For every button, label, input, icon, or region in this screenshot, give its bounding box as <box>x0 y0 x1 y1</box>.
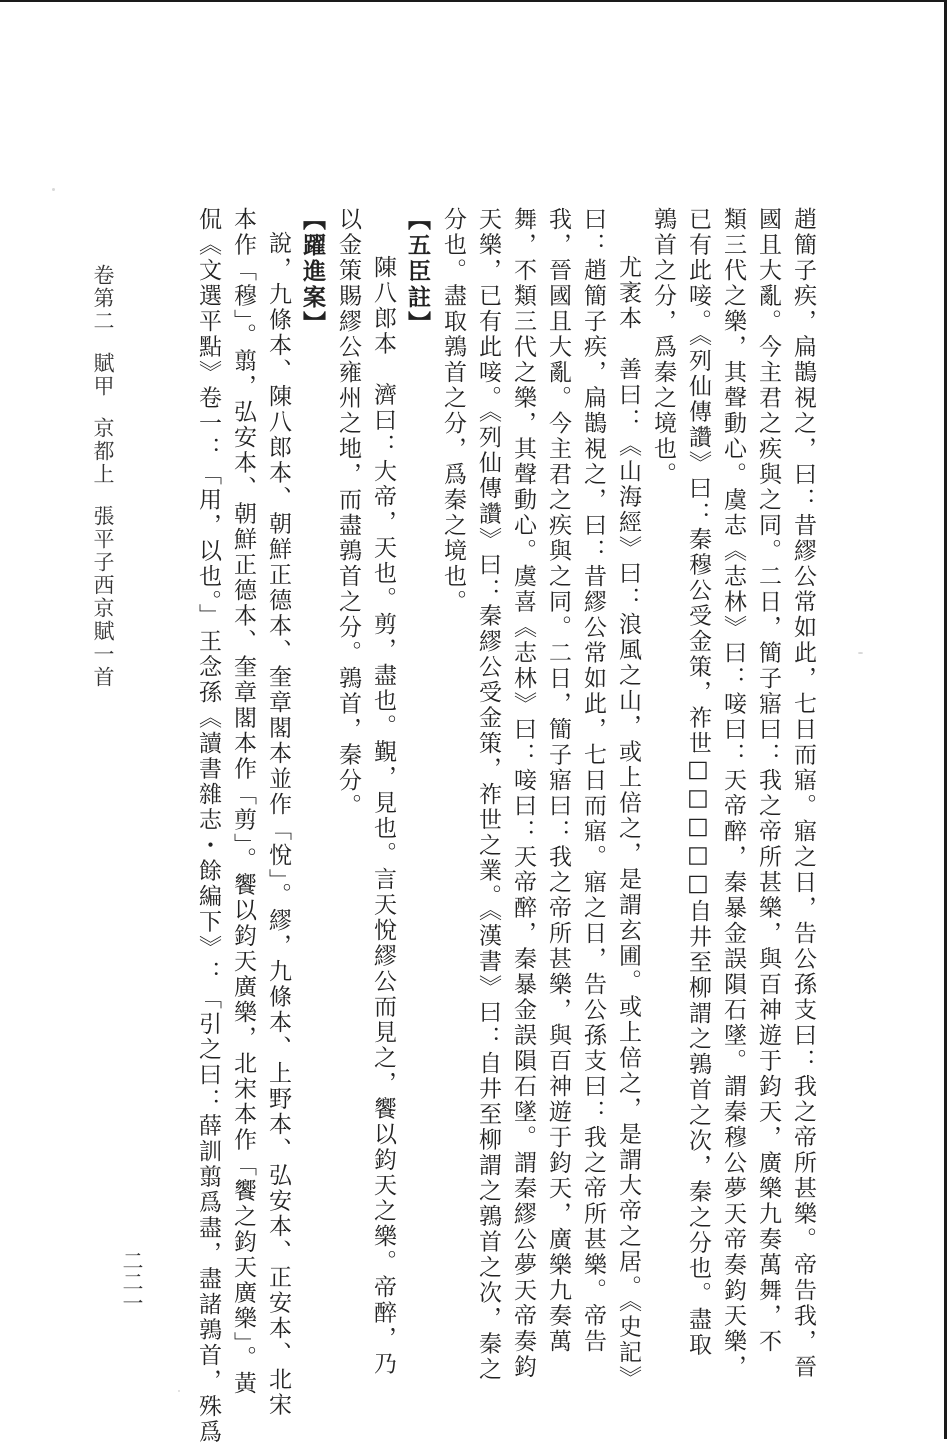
text-column: 國且大亂。今主君之疾與之同。二日，簡子寤曰：我之帝所甚樂，與百神遊于鈞天，廣樂九奏萬舞，不 <box>755 207 781 1355</box>
text-column: 侃《文選平點》卷一：「用，以也。」王念孫《讀書雜志・餘編下》：「引之曰：薛訓翦爲盡，盡諸鶉首，殊爲 <box>195 207 221 1445</box>
text-column: 本作「穆」。翦，弘安本、朝鮮正德本、奎章閣本作「剪」。饗以鈞天廣樂，北宋本作「饗之鈞天廣樂」。黃 <box>230 207 256 1397</box>
text-column: 曰：趙簡子疾，扁鵲視之，曰：昔繆公常如此，七日而寤。寤之日，告公孫支曰：我之帝所甚樂。帝告 <box>580 207 606 1355</box>
text-column: 分也。盡取鶉首之分，爲秦之境也。 <box>440 207 466 615</box>
running-footer <box>88 264 118 1264</box>
footer-subsection: 京都上 <box>91 416 115 486</box>
text-column: 說，九條本、陳八郎本、朝鮮正德本、奎章閣本並作「悅」。繆，九條本、上野本、弘安本、正安本、北宋 <box>265 231 291 1419</box>
text-column: 天樂，已有此唼。《列仙傳讚》曰：秦繆公受金策，祚世之業。《漢書》曰：自井至柳謂之鶉首之次，秦之 <box>475 207 501 1383</box>
text-column: 尤袤本 善曰：《山海經》曰：浪風之山，或上倍之，是謂玄圃。或上倍之，是謂大帝之居。《史記》 <box>615 255 641 1392</box>
text-column: 以金策賜繆公雍州之地，而盡鶉首之分。鶉首，秦分。 <box>335 207 361 819</box>
text-column: 陳八郎本 濟曰：大帝，天也。剪，盡也。覲，見也。言天悅繆公而見之，饗以鈞天之樂。帝醉，乃 <box>370 255 396 1378</box>
section-heading: 【躍進案】 <box>299 207 326 337</box>
section-heading: 【五臣註】 <box>404 207 431 337</box>
scan-speck <box>178 1390 180 1392</box>
text-column: 舞，不類三代之樂，其聲動心。虞喜《志林》曰：唼曰：天帝醉，秦暴金誤隕石墜。謂秦繆公夢天帝奏鈞 <box>510 207 536 1380</box>
scan-speck <box>858 652 863 654</box>
text-column: 類三代之樂，其聲動心。虞志《志林》曰：唼曰：天帝醉，秦暴金誤隕石墜。謂秦穆公夢天帝奏鈞天樂， <box>720 207 746 1380</box>
page-number: 二二一 <box>120 1250 144 1313</box>
scan-speck <box>52 188 55 191</box>
footer-work-title: 張平子西京賦一首 <box>91 504 115 689</box>
text-column: 已有此唼。《列仙傳讚》曰：秦穆公受金策，祚世□□□□□自井至柳謂之鶉首之次，秦之分也。盡取 <box>685 207 711 1358</box>
footer-chapter: 卷第二 <box>91 264 115 333</box>
text-column: 鶉首之分，爲秦之境也。 <box>650 207 676 488</box>
footer-section: 賦甲 <box>91 351 115 398</box>
text-column: 我，晉國且大亂。今主君之疾與之同。二日，簡子寤曰：我之帝所甚樂，與百神遊于鈞天，廣樂九奏萬 <box>545 207 571 1355</box>
text-column: 趙簡子疾，扁鵲視之，曰：昔繆公常如此，七日而寤。寤之日，告公孫支曰：我之帝所甚樂。帝告我，晉 <box>790 207 816 1380</box>
